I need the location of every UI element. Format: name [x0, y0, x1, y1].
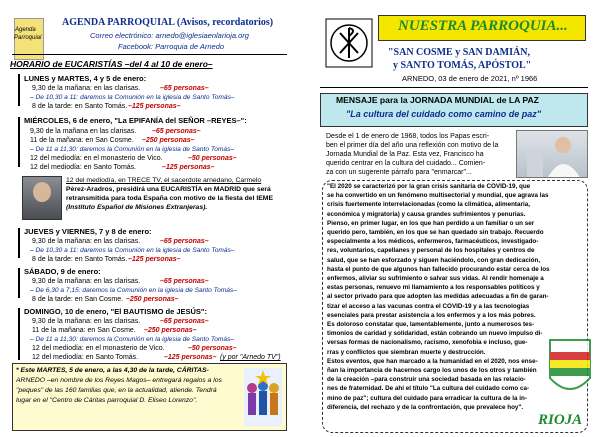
day-block-3: [18, 228, 20, 258]
schedule-line: 9,30 de la mañana en las clarisas.: [30, 128, 137, 135]
attendance: –65 personas–: [160, 318, 209, 325]
notice-line: "peques" de las 160 familias que, en la actualidad, atiende. Tendrá: [16, 387, 217, 394]
schedule-line: 12 del mediodía: en Santo Tomás.: [32, 354, 139, 361]
attendance: –125 personas–: [128, 256, 181, 263]
attendance: –250 personas–: [144, 327, 197, 334]
day-block-5: [18, 308, 20, 360]
header-divider-right: [320, 87, 588, 88]
schedule-line: 8 de la tarde: en Santo Tomás.: [32, 256, 128, 263]
intro-line: za con un sugerente párrafo para "enmarcar"...: [326, 169, 472, 176]
quote-line: hasta el punto de que algunos han fallecido procurando estar cerca de los: [327, 265, 550, 273]
header-divider: [12, 54, 287, 55]
schedule-line: 12 del mediodía: en Santo Tomás.: [30, 164, 137, 171]
intro-line: ben el primer día del año una reflexión con motivo de la: [326, 142, 499, 149]
day-block-2: [18, 117, 20, 167]
tv-note-line: (Instituto Español de Misiones Extranjeras).: [66, 204, 208, 211]
quote-line: enfermos, aliviar su sufrimiento o salvar sus vidas. Al rendir homenaje a: [327, 275, 544, 282]
schedule-line: 11 de la mañana: en San Cosme.: [30, 137, 134, 144]
attendance: –65 personas–: [160, 238, 209, 245]
quote-line: timonios de caridad y solidaridad, están cobrando un nuevo impulso di-: [327, 330, 543, 338]
attendance: –65 personas–: [160, 278, 209, 285]
tv-note-line: retransmitida para toda España con motivo de la fiesta del IEME: [66, 195, 273, 202]
schedule-line: 12 del mediodía: en el monasterio de Vico.: [32, 345, 165, 352]
day-block-4: [18, 268, 20, 298]
quote-line: especialmente a los médicos, enfermeros, farmacéuticos, investigado-: [327, 238, 539, 246]
schedule-line: 8 de la tarde: en San Cosme.: [32, 296, 124, 303]
day-label: SÁBADO, 9 de enero:: [24, 267, 101, 276]
day-block-1: [18, 74, 20, 106]
rioja-emblem: [548, 338, 592, 400]
message-subtitle: "La cultura del cuidado como camino de paz": [346, 109, 542, 119]
tv-note-line: Pérez-Aradros, presidirá una EUCARISTÍA en MADRID que será: [66, 186, 271, 193]
schedule-line: 9,30 de la mañana: en las clarisas.: [32, 278, 141, 285]
notice-line: lugar en el "Centro de Cáritas parroquial D. Eliseo Lorenzo".: [16, 397, 198, 404]
attendance: –250 personas–: [126, 296, 179, 303]
tv-aside: (y por "Arnedo TV"): [220, 354, 281, 361]
quote-line: estas personas, renuevo mi llamamiento a los responsables políticos y: [327, 284, 540, 292]
quote-line: res, voluntarios, capellanes y personal de los hospitales y centros de: [327, 247, 535, 255]
quote-line: versas formas de nacionalismo, racismo, xenofobia e incluso, gue-: [327, 339, 528, 347]
quote-line: Estos eventos, que han marcado a la humanidad en el 2020, nos ense-: [327, 357, 538, 365]
quote-line: mino de paz"; cultura del cuidado para erradicar la cultura de la in-: [327, 394, 527, 402]
parish-name-line: "SAN COSME y SAN DAMIÁN,: [388, 47, 530, 58]
email-line: Correo electrónico: arnedo@iglesiaenlarioja.org: [90, 31, 249, 40]
attendance: –50 personas–: [188, 155, 237, 162]
chi-rho-logo: [325, 18, 373, 68]
quote-line: salud, que se han esforzado y siguen haciéndolo, con gran dedicación,: [327, 256, 541, 264]
attendance: –125 personas–: [128, 103, 181, 110]
communion-line: – De 11 a 11,30: daremos la Comunión en la iglesia de Santo Tomás–: [30, 146, 235, 153]
day-label: JUEVES y VIERNES, 7 y 8 de enero:: [24, 227, 152, 236]
quote-line: crisis fuertemente interrelacionadas (como la climática, alimentaria,: [327, 201, 530, 209]
communion-line: – De 10,30 a 11: daremos la Comunión en la iglesia de Santo Tomás–: [30, 94, 235, 101]
parish-name-line: y SANTO TOMÁS, APÓSTOL": [393, 60, 532, 71]
tv-note-line: 12 del mediodía, en TRECE TV, el sacerdote arnedano, Carmelo: [66, 177, 262, 184]
quote-line: esenciales para prestar asistencia a los enfermos y a los más pobres.: [327, 311, 536, 319]
pope-photo: [516, 130, 588, 178]
issue-date: ARNEDO, 03 de enero de 2021, nº 1966: [402, 74, 538, 83]
schedule-line: 8 de la tarde: en Santo Tomás.: [32, 103, 128, 110]
attendance: –50 personas–: [188, 345, 237, 352]
photo-face: [33, 182, 51, 202]
attendance: –65 personas–: [152, 128, 201, 135]
quote-line: al sector privado para que adopten las medidas adecuadas a fin de garan-: [327, 293, 549, 301]
attendance: –250 personas–: [142, 137, 195, 144]
schedule-heading: HORARIO de EUCARISTÍAS –del 4 al 10 de enero–: [10, 59, 213, 69]
quote-line: nes de fraternidad. De ahí el título "La cultura del cuidado como ca-: [327, 385, 530, 393]
intro-line: querido centrar en la cultura del cuidado... Comien-: [326, 160, 486, 167]
logo-text-2: Parroquial: [14, 35, 42, 41]
quote-line: rras y conflictos que siembran muerte y destrucción.: [327, 348, 486, 356]
day-label: LUNES y MARTES, 4 y 5 de enero:: [24, 74, 147, 83]
day-label: DOMINGO, 10 de enero, "El BAUTISMO de JESÚS":: [24, 307, 207, 316]
attendance: –65 personas–: [160, 85, 209, 92]
banner-title: NUESTRA PARROQUIA...: [398, 18, 568, 34]
communion-line: – De 6,30 a 7,15: daremos la Comunión en la iglesia de Santo Tomás–: [30, 287, 237, 294]
schedule-line: 9,30 de la mañana: en las clarisas.: [32, 238, 141, 245]
quote-line: "El 2020 se caracterizó por la gran crisis sanitaria de COVID-19, que: [327, 183, 531, 190]
logo-text-1: Agenda: [15, 27, 36, 33]
communion-line: – De 11 a 11,30: daremos la Comunión en la iglesia de Santo Tomás–: [30, 336, 235, 343]
day-label: MIÉRCOLES, 6 de enero, "La EPIFANÍA del SEÑOR –REYES–":: [24, 116, 247, 125]
intro-line: Jornada Mundial de la Paz. Esta vez, Francisco ha: [326, 151, 484, 158]
rioja-watermark: RIOJA: [538, 412, 583, 428]
notice-line: * Este MARTES, 5 de enero, a las 4,30 de la tarde, CÁRITAS-: [16, 367, 209, 374]
schedule-line: 9,30 de la mañana: en las clarisas.: [32, 85, 141, 92]
quote-line: diferencia, del rechazo y de la confrontación, que prevalece hoy".: [327, 403, 524, 411]
attendance: –125 personas–: [162, 164, 215, 171]
message-title: MENSAJE para la JORNADA MUNDIAL de LA PAZ: [336, 95, 539, 105]
intro-line: Desde el 1 de enero de 1968, todos los Papas escri-: [326, 133, 490, 140]
schedule-line: 9,30 de la mañana: en las clarisas.: [32, 318, 141, 325]
attendance: –125 personas–: [164, 354, 217, 361]
schedule-line: 12 del mediodía: en el monasterio de Vico.: [30, 155, 163, 162]
communion-line: – De 10,30 a 11: daremos la Comunión en la iglesia de Santo Tomás–: [30, 247, 235, 254]
facebook-line: Facebook: Parroquia de Arnedo: [118, 42, 225, 51]
kings-illustration: [244, 368, 282, 426]
notice-line: ARNEDO –en nombre de los Reyes Magos– entregará regalos a los: [16, 377, 222, 384]
quote-line: querido pero, también, en los que se han quedado sin trabajo. Recuerdo: [327, 229, 544, 236]
quote-line: tizar el acceso a las vacunas contra el COVID-19 y a las tecnologías: [327, 302, 530, 310]
quote-line: económica y migratoria) y causa grandes sufrimientos y penurias.: [327, 210, 526, 218]
agenda-title: AGENDA PARROQUIAL (Avisos, recordatorios): [62, 17, 274, 28]
quote-line: ñan la importancia de hacernos cargo los unos de los otros y también: [327, 367, 537, 374]
schedule-line: 11 de la mañana: en San Cosme.: [32, 327, 136, 334]
quote-line: Pienso, en primer lugar, en los que han perdido a un familiar o un ser: [327, 219, 535, 227]
quote-line: de la creación –para construir una sociedad basada en las relacio-: [327, 376, 526, 384]
quote-line: se ha convertido en un fenómeno multisectorial y mundial, que agrava las: [327, 192, 549, 200]
quote-line: Es doloroso constatar que, lamentablemente, junto a numerosos tes-: [327, 321, 535, 328]
